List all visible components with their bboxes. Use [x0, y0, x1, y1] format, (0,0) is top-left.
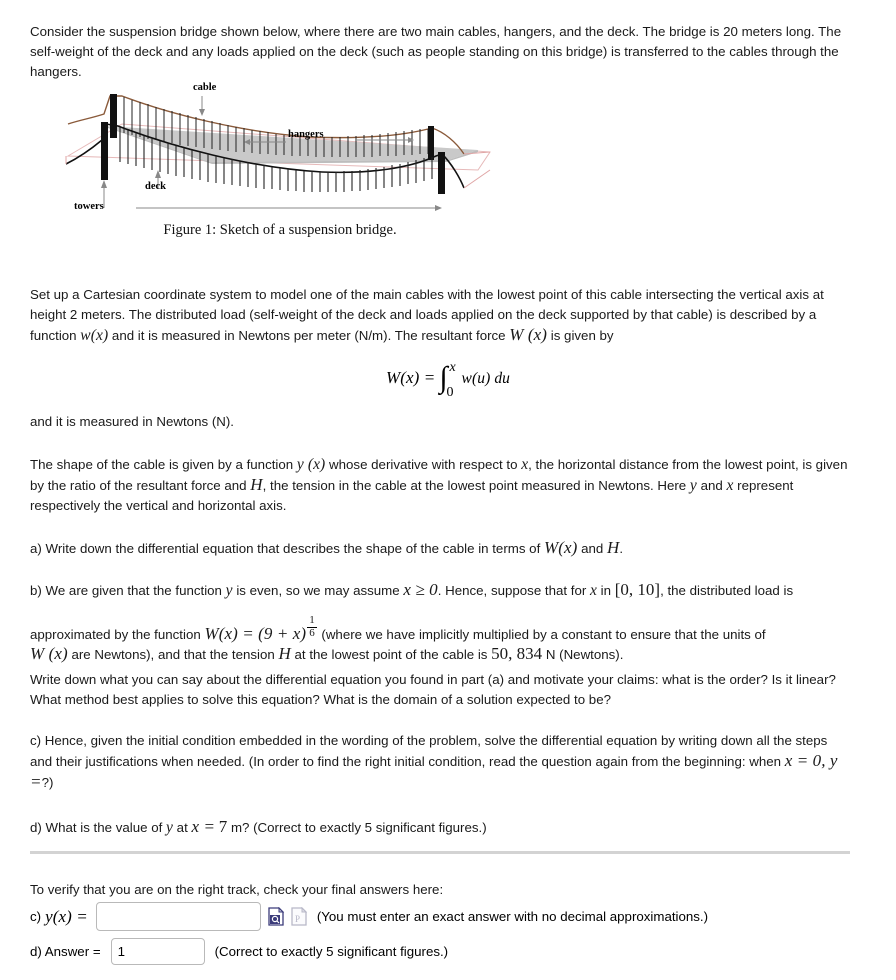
cable-shape-text-3: , the horizontal distance from the lowest point, is given by the ratio of the resultant force and [30, 457, 848, 493]
newtons-line: and it is measured in Newtons (N). [30, 414, 234, 429]
question-c-text-2: ?) [41, 775, 54, 790]
question-b-math-x: x [590, 582, 597, 599]
answer-row-d [30, 938, 448, 965]
math-W-of-x: W (x) [509, 325, 548, 344]
intro-paragraph: Consider the suspension bridge shown below, where there are two main cables, hangers, and the deck. The bridge is 20 meters long. The self-weight of the deck and any loads applied on the deck (such as people standing on this bridge) is transferred to the cables through the hangers. [30, 24, 842, 79]
question-d-math-y: y [166, 819, 173, 836]
setup-text-2: and it is measured in Newtons per meter (N/m). The resultant force [108, 328, 510, 343]
question-d-text-2: at [172, 820, 192, 835]
question-b-line-3 [30, 644, 852, 665]
question-b-text-5: , the distributed load is [660, 583, 794, 598]
question-a [30, 538, 852, 559]
question-c [30, 731, 852, 793]
cable-shape-text-5: and [696, 478, 727, 493]
figure-label-deck: deck [145, 181, 166, 192]
figure-label-cable-arrow [199, 96, 205, 116]
equation-lhs: W(x) = [385, 368, 436, 387]
answer-c-note: (You must enter an exact answer with no decimal approximations.) [316, 909, 709, 924]
exponent-numerator: 1 [309, 614, 315, 626]
question-d-math-value: 7 [218, 817, 228, 836]
question-b-line3-math-H: H [278, 644, 291, 663]
cable-shape-text-4: , the tension in the cable at the lowest point measured in Newtons. Here [262, 478, 690, 493]
math-x-1: x [521, 456, 529, 473]
question-b-line3-text-1: are Newtons), and that the tension [67, 647, 279, 662]
question-a-math-W: W(x) [543, 538, 578, 557]
math-x-2: x [726, 477, 734, 494]
question-b-text-4: in [596, 583, 615, 598]
answer-c-label-math: y(x) = [45, 906, 88, 926]
tension-value: 50, 834 [491, 644, 543, 663]
question-b-line2-text-2: (where we have implicitly multiplied by a constant to ensure that the units of [317, 627, 766, 643]
question-b-line2-text-1: approximated by the function [30, 627, 205, 643]
question-a-text-3: . [619, 541, 624, 556]
answer-d-input[interactable] [111, 938, 205, 965]
question-d-text-3: m? (Correct to exactly 5 significant figures.) [227, 820, 487, 835]
question-a-label: a) [30, 541, 42, 556]
figure-label-hangers: hangers [288, 129, 324, 140]
answer-d-label: d) Answer = [30, 944, 101, 959]
question-a-math-H: H [606, 538, 620, 557]
math-y-1: y [689, 477, 697, 494]
exponent-denominator: 6 [309, 626, 315, 639]
plot-answer-icon[interactable] [291, 907, 308, 927]
question-c-math-condition: x = 0, y = [30, 751, 838, 791]
question-a-text-1: Write down the differential equation that describes the shape of the cable in terms of [41, 541, 544, 556]
setup-text-3: is given by [547, 328, 614, 343]
cable-shape-text-6: represent respectively the vertical and horizontal axis. [30, 478, 794, 513]
bridge-svg [60, 84, 500, 216]
question-c-label: c) [30, 733, 42, 748]
setup-text-1: Set up a Cartesian coordinate system to model one of the main cables with the lowest point of this cable intersecting the vertical axis at height 2 meters. The distributed load (self-weight of the deck and loads applied on the deck supported by that cable) is described by a function [30, 287, 824, 343]
question-b-label: b) [30, 583, 42, 598]
cable-shape-text-1: The shape of the cable is given by a function [30, 457, 297, 472]
setup-paragraph [30, 285, 852, 346]
answer-c-label-prefix: c) [30, 909, 42, 924]
question-d-label: d) [30, 820, 42, 835]
answer-d-note: (Correct to exactly 5 significant figures.) [214, 944, 449, 959]
math-H-1: H [250, 475, 263, 494]
question-c-text-1: Hence, given the initial condition embedded in the wording of the problem, solve the differential equation by writing down all the steps and their justifications when needed. (In order to find the right initial condition, read the question again from the beginning: when [30, 733, 828, 769]
question-b-line3-math-W: W (x) [30, 644, 68, 663]
question-b-math-interval: [0, 10] [614, 580, 661, 599]
suspension-bridge-figure [60, 84, 500, 216]
question-b-text-1: We are given that the function [41, 583, 226, 598]
question-b-text-2: is even, so we may assume [232, 583, 404, 598]
question-b-math-y: y [225, 582, 233, 599]
display-equation-resultant-force: W(x) = ∫ x 0 w(u) du [385, 360, 511, 400]
integrand: w(u) du [461, 370, 511, 387]
question-b-text-3: . Hence, suppose that for [437, 583, 590, 598]
figure-label-cable: cable [193, 82, 217, 93]
cable-shape-text-2: whose derivative with respect to [325, 457, 522, 472]
question-b-math-x-ge-0: x ≥ 0 [403, 580, 438, 599]
answer-c-input[interactable] [96, 902, 261, 931]
question-b-line3-text-2: at the lowest point of the cable is [290, 647, 492, 662]
svg-text:P: P [294, 913, 300, 924]
question-d-math-x: x = [191, 817, 216, 836]
question-b-line3-text-3: N (Newtons). [542, 647, 624, 662]
question-b-line-1 [30, 580, 852, 601]
question-d [30, 817, 852, 838]
question-a-text-2: and [577, 541, 607, 556]
preview-answer-icon[interactable] [268, 907, 285, 927]
question-d-text-1: What is the value of [41, 820, 166, 835]
figure-label-towers: towers [74, 201, 104, 212]
figure-caption: Figure 1: Sketch of a suspension bridge. [163, 222, 397, 238]
section-divider [30, 851, 850, 854]
integral-upper-limit: x [449, 360, 456, 375]
verify-answers-text: To verify that you are on the right track, check your final answers here: [30, 882, 444, 897]
question-b-math-W-definition: W(x) = (9 + x) [204, 624, 307, 644]
cable-shape-paragraph [30, 455, 852, 516]
integral-lower-limit: 0 [446, 385, 454, 400]
math-w-of-x: w(x) [80, 327, 109, 344]
question-b-line-4: Write down what you can say about the differential equation you found in part (a) and motivate your claims: what is the order? Is it linear? What method best applies to solve this equation? What is the domain of a solution expected to be? [30, 672, 836, 707]
math-y-of-x: y (x) [296, 456, 326, 473]
question-b-exponent-fraction [306, 615, 318, 639]
answer-row-c [30, 902, 708, 931]
